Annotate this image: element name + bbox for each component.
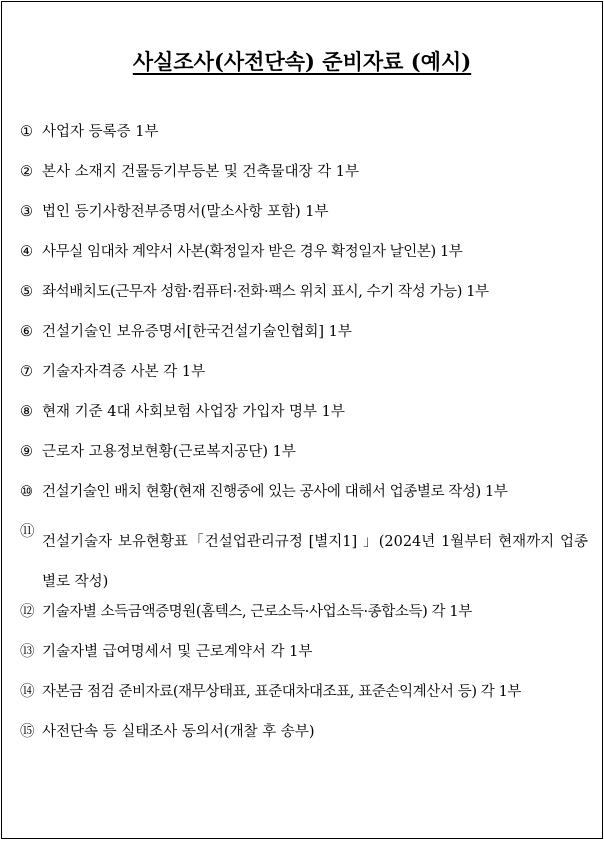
item-text: 법인 등기사항전부증명서(말소사항 포함) 1부: [42, 204, 329, 220]
item-number: ⑪: [20, 524, 35, 540]
item-number: ⑭: [20, 684, 35, 700]
list-item: [20, 682, 588, 722]
item-text: 기술자자격증 사본 각 1부: [42, 364, 206, 380]
item-number: ④: [20, 244, 33, 260]
item-number: ②: [20, 164, 33, 180]
item-text: 사업자 등록증 1부: [42, 124, 159, 140]
item-text: 기술자별 급여명세서 및 근로계약서 각 1부: [42, 644, 313, 660]
item-text: 건설기술인 보유증명서[한국건설기술인협회] 1부: [42, 324, 352, 340]
document-title: 사실조사(사전단속) 준비자료 (예시): [132, 49, 472, 74]
document-page: [1, 1, 603, 839]
item-number: ⑨: [20, 444, 33, 460]
item-text: 건설기술자 보유현황표「건설업관리규정 [별지1] 」(2024년 1월부터 현재까지 업종별로 작성): [42, 534, 588, 590]
item-number: ⑮: [20, 724, 35, 740]
item-text: 사무실 임대차 계약서 사본(확정일자 받은 경우 확정일자 날인본) 1부: [42, 244, 463, 260]
list-item: [20, 162, 588, 202]
item-text: 건설기술인 배치 현황(현재 진행중에 있는 공사에 대해서 업종별로 작성) 1부: [42, 484, 508, 500]
item-text: 사전단속 등 실태조사 동의서(개찰 후 송부): [42, 724, 315, 740]
item-number: ⑩: [20, 484, 33, 500]
list-item: [20, 122, 588, 162]
item-number: ⑤: [20, 284, 33, 300]
list-item: [20, 402, 588, 442]
item-text: 현재 기준 4대 사회보험 사업장 가입자 명부 1부: [42, 404, 345, 420]
item-number: ⑧: [20, 404, 33, 420]
item-text: 기술자별 소득금액증명원(홈텍스, 근로소득·사업소득·종합소득) 각 1부: [42, 604, 472, 620]
list-item: [20, 282, 588, 322]
list-item: [20, 322, 588, 362]
item-number: ①: [20, 124, 33, 140]
list-item: [20, 202, 588, 242]
item-text: 본사 소재지 건물등기부등본 및 건축물대장 각 1부: [42, 164, 360, 180]
item-number: ⑫: [20, 604, 35, 620]
list-item: [20, 602, 588, 642]
list-item: [20, 722, 588, 762]
item-number: ⑬: [20, 644, 35, 660]
list-item: [20, 442, 588, 482]
checklist: [20, 122, 588, 762]
list-item: [20, 242, 588, 282]
list-item: [20, 642, 588, 682]
item-text: 좌석배치도(근무자 성함·컴퓨터·전화·팩스 위치 표시, 수기 작성 가능) 1부: [42, 284, 489, 300]
item-number: ⑦: [20, 364, 33, 380]
item-number: ③: [20, 204, 33, 220]
item-text: 자본금 점검 준비자료(재무상태표, 표준대차대조표, 표준손익계산서 등) 각 1부: [42, 684, 522, 700]
list-item: [20, 362, 588, 402]
item-text: 근로자 고용정보현황(근로복지공단) 1부: [42, 444, 296, 460]
list-item: [20, 522, 588, 602]
list-item: [20, 482, 588, 522]
item-number: ⑥: [20, 324, 33, 340]
